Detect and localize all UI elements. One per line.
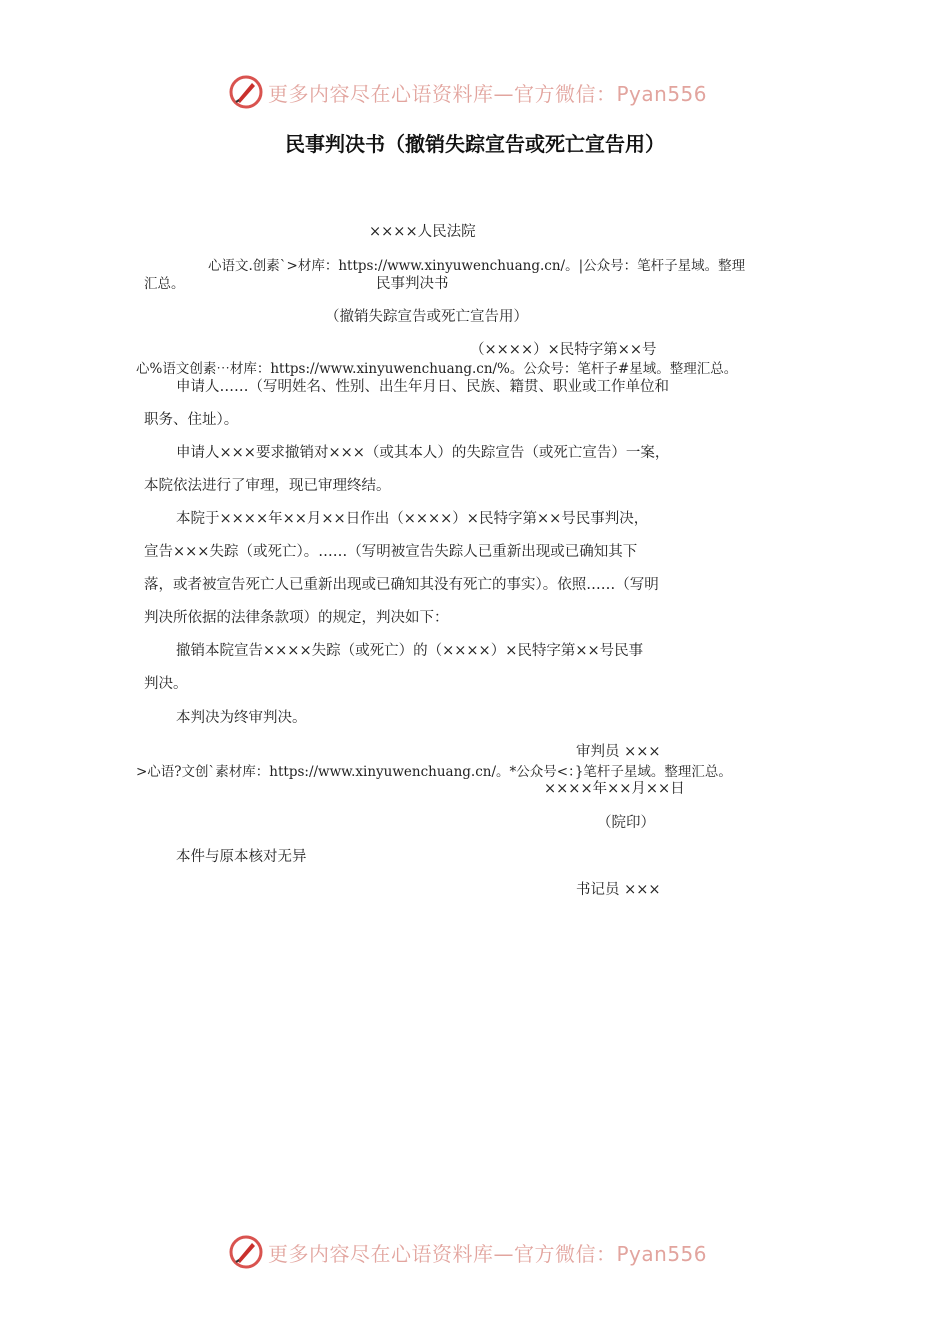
quill-logo-icon bbox=[228, 1234, 264, 1270]
paragraph-ruling-line-1: 撤销本院宣告××××失踪（或死亡）的（××××）×民特字第××号民事 bbox=[176, 643, 644, 659]
paragraph-request-line-1: 申请人×××要求撤销对×××（或其本人）的失踪宣告（或死亡宣告）一案， bbox=[176, 445, 670, 461]
quill-logo-icon bbox=[228, 74, 264, 110]
watermark-line-1: 心语文.创素`>材库：https://www.xinyuwenchuang.cn/。|公众号：笔杆子星域。整理 bbox=[208, 258, 746, 274]
judgment-date: ××××年××月××日 bbox=[544, 781, 685, 797]
case-number: （××××）×民特字第××号 bbox=[470, 342, 657, 358]
paragraph-ruling-line-2: 判决。 bbox=[144, 676, 188, 692]
paragraph-applicant-line-1: 申请人……（写明姓名、性别、出生年月日、民族、籍贯、职业或工作单位和 bbox=[176, 379, 669, 395]
banner-text: 更多内容尽在心语资料库—官方微信：Pyan556 bbox=[268, 1241, 708, 1266]
judge-signature: 审判员 ××× bbox=[576, 744, 661, 760]
verification-note: 本件与原本核对无异 bbox=[176, 849, 307, 865]
watermark-line-3: 心%语文创素⋯材库：https://www.xinyuwenchuang.cn/%。公众号：笔杆子#星域。整理汇总。 bbox=[136, 361, 738, 377]
paragraph-request-line-2: 本院依法进行了审理，现已审理终结。 bbox=[144, 478, 391, 494]
page-title: 民事判决书（撤销失踪宣告或死亡宣告用） bbox=[285, 132, 665, 156]
paragraph-applicant-line-2: 职务、住址）。 bbox=[144, 412, 239, 428]
paragraph-facts-line-1: 本院于××××年××月××日作出（××××）×民特字第××号民事判决， bbox=[176, 511, 649, 527]
paragraph-facts-line-2: 宣告×××失踪（或死亡）。……（写明被宣告失踪人已重新出现或已确知其下 bbox=[144, 544, 638, 560]
paragraph-facts-line-4: 判决所依据的法律条款项）的规定，判决如下： bbox=[144, 610, 449, 626]
court-seal: （院印） bbox=[597, 815, 655, 831]
court-name: ××××人民法院 bbox=[369, 224, 476, 240]
document-name: 民事判决书 bbox=[376, 276, 449, 292]
document-subtitle: （撤销失踪宣告或死亡宣告用） bbox=[325, 309, 528, 325]
paragraph-facts-line-3: 落，或者被宣告死亡人已重新出现或已确知其没有死亡的事实）。依照……（写明 bbox=[144, 577, 659, 593]
banner-text: 更多内容尽在心语资料库—官方微信：Pyan556 bbox=[268, 81, 708, 106]
clerk-signature: 书记员 ××× bbox=[576, 882, 661, 898]
watermark-line-4: >心语?文创`素材库：https://www.xinyuwenchuang.cn/。*公众号<：}笔杆子星域。整理汇总。 bbox=[136, 764, 732, 780]
watermark-line-2: 汇总。 bbox=[144, 276, 185, 292]
header-banner bbox=[228, 72, 707, 112]
paragraph-final: 本判决为终审判决。 bbox=[176, 710, 307, 726]
footer-banner bbox=[228, 1232, 707, 1272]
